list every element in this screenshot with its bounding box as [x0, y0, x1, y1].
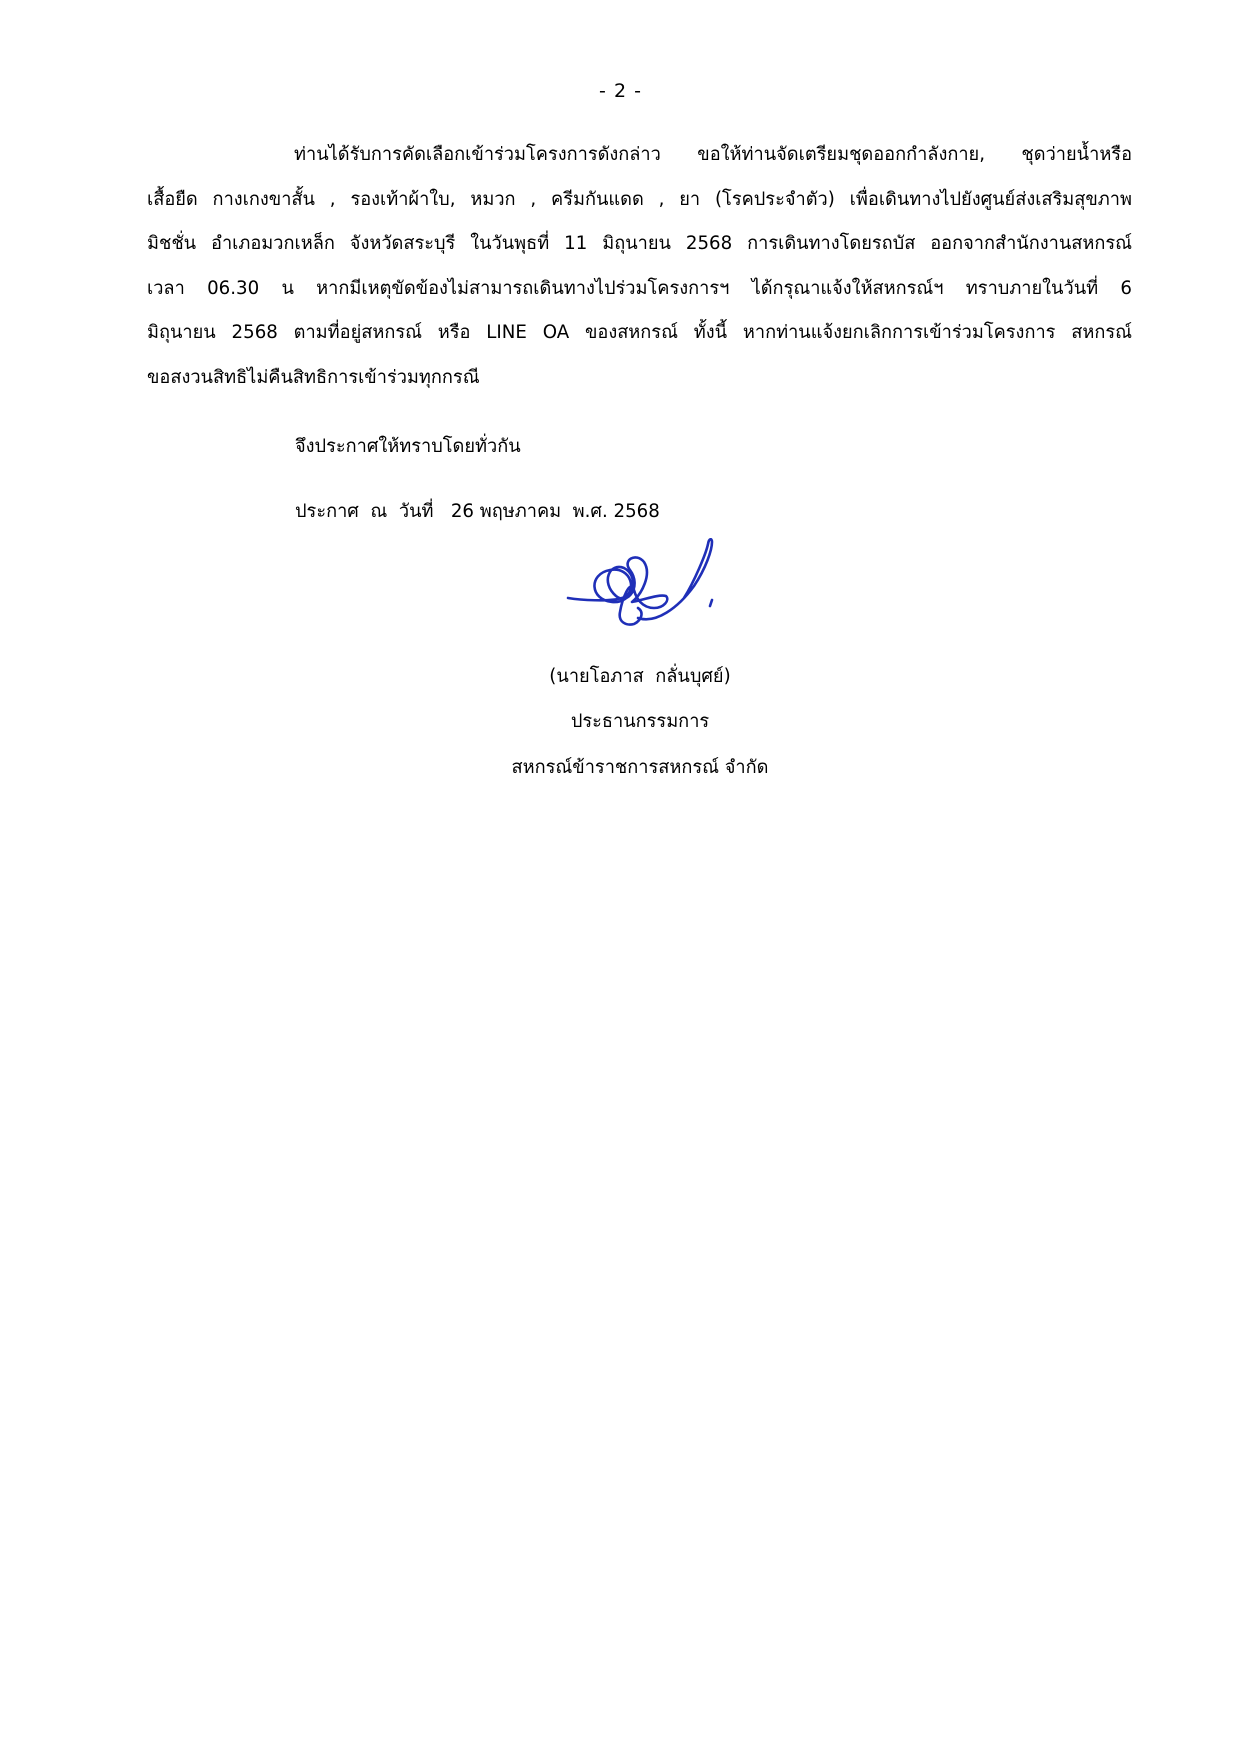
announcement-date: ประกาศ ณ วันที่ 26 พฤษภาคม พ.ศ. 2568 [295, 501, 660, 522]
body-line: มิถุนายน 2568 ตามที่อยู่สหกรณ์ หรือ LINE OA ของสหกรณ์ ทั้งนี้ หากท่านแจ้งยกเลิกการเข้าร่วมโครงการ สหกรณ์ [147, 322, 1132, 343]
body-line: ขอสงวนสิทธิไม่คืนสิทธิการเข้าร่วมทุกกรณี [147, 366, 480, 388]
body-line: เวลา 06.30 น หากมีเหตุขัดข้องไม่สามารถเดินทางไปร่วมโครงการฯ ได้กรุณาแจ้งให้สหกรณ์ฯ ทราบภายในวันที่ 6 [147, 277, 1132, 299]
body-line: เสื้อยืด กางเกงขาสั้น , รองเท้าผ้าใบ, หมวก , ครีมกันแดด , ยา (โรคประจำตัว) เพื่อเดินทางไปยังศูนย์ส่งเสริมสุขภาพ [147, 188, 1132, 210]
signer-name: (นายโอภาส กลั่นบุศย์) [549, 666, 731, 687]
announcement-text: จึงประกาศให้ทราบโดยทั่วกัน [295, 436, 521, 457]
signature-image [560, 538, 770, 653]
body-line: มิชชั่น อำเภอมวกเหล็ก จังหวัดสระบุรี ในวันพุธที่ 11 มิถุนายน 2568 การเดินทางโดยรถบัส ออกจากสำนักงานสหกรณ์ [147, 233, 1132, 254]
signer-position: ประธานกรรมการ [570, 711, 710, 732]
signer-organization: สหกรณ์ข้าราชการสหกรณ์ จำกัด [511, 757, 769, 778]
body-line: ท่านได้รับการคัดเลือกเข้าร่วมโครงการดังกล่าว ขอให้ท่านจัดเตรียมชุดออกกำลังกาย, ชุดว่ายน้ำหรือ [294, 144, 1132, 165]
body-paragraph [147, 133, 1132, 400]
page-number: - 2 - [599, 80, 642, 102]
